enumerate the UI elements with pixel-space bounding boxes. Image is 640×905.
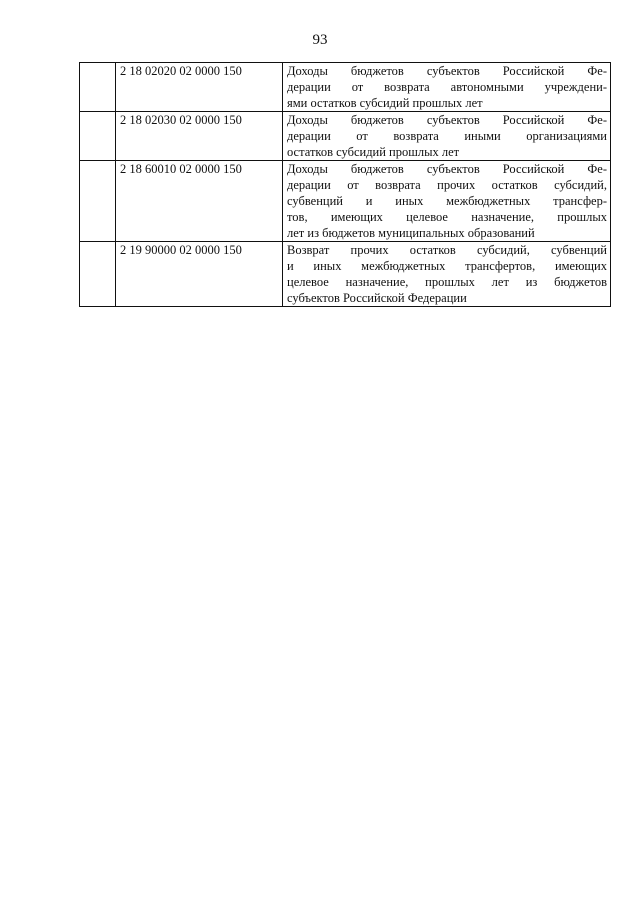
description-line: целевое назначение, прошлых лет из бюджетов — [287, 275, 607, 289]
description-cell — [283, 242, 611, 307]
description-cell — [283, 161, 611, 242]
description-line: Доходы бюджетов субъектов Российской Фе- — [287, 162, 607, 176]
description-line: тов, имеющих целевое назначение, прошлых — [287, 210, 607, 224]
budget-code-cell: 2 19 90000 02 0000 150 — [116, 242, 283, 307]
description-line: субъектов Российской Федерации — [287, 291, 467, 305]
description-line: и иных межбюджетных трансфертов, имеющих — [287, 259, 607, 273]
row-number-cell — [80, 242, 116, 307]
description-line: Доходы бюджетов субъектов Российской Фе- — [287, 113, 607, 127]
page-number: 93 — [312, 32, 328, 48]
budget-code-table — [79, 62, 611, 307]
budget-code-cell: 2 18 60010 02 0000 150 — [116, 161, 283, 242]
description-line: остатков субсидий прошлых лет — [287, 145, 460, 159]
description-line: Возврат прочих остатков субсидий, субвенций — [287, 243, 607, 257]
row-number-cell — [80, 161, 116, 242]
row-number-cell — [80, 112, 116, 161]
description-line: дерации от возврата прочих остатков субсидий, — [287, 178, 607, 192]
description-line: Доходы бюджетов субъектов Российской Фе- — [287, 64, 607, 78]
table-row — [80, 242, 611, 307]
description-cell — [283, 63, 611, 112]
budget-code-cell: 2 18 02030 02 0000 150 — [116, 112, 283, 161]
description-line: субвенций и иных межбюджетных трансфер- — [287, 194, 607, 208]
row-number-cell — [80, 63, 116, 112]
description-line: ями остатков субсидий прошлых лет — [287, 96, 483, 110]
description-line: дерации от возврата иными организациями — [287, 129, 607, 143]
table-row — [80, 161, 611, 242]
description-line: лет из бюджетов муниципальных образований — [287, 226, 535, 240]
budget-code-cell: 2 18 02020 02 0000 150 — [116, 63, 283, 112]
table-row — [80, 63, 611, 112]
description-cell — [283, 112, 611, 161]
table-row — [80, 112, 611, 161]
description-line: дерации от возврата автономными учреждени- — [287, 80, 607, 94]
